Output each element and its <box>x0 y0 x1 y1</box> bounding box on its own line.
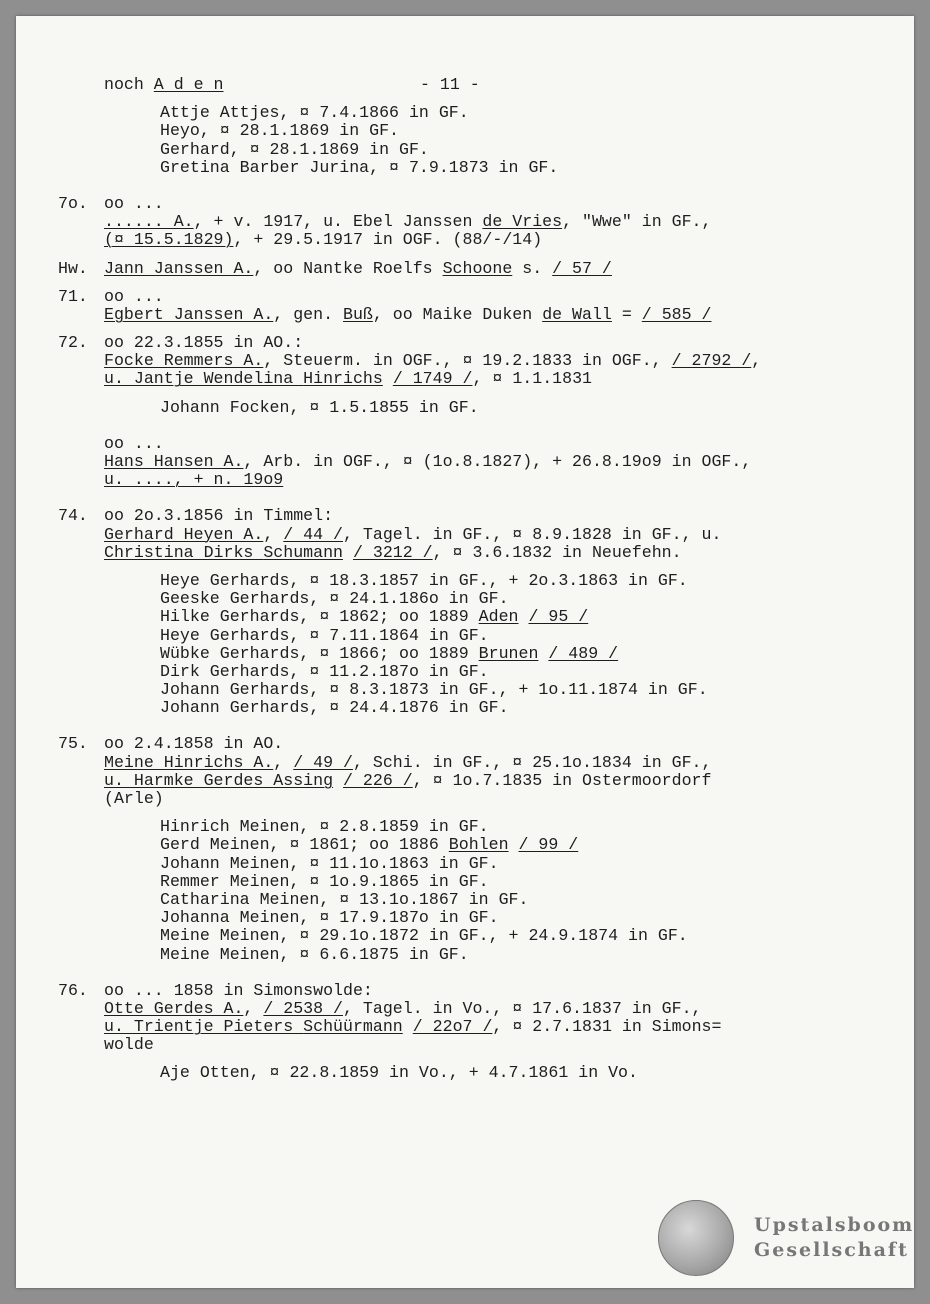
child-line: Meine Meinen, ¤ 6.6.1875 in GF. <box>160 944 469 964</box>
child-line: Heye Gerhards, ¤ 7.11.1864 in GF. <box>160 625 489 645</box>
entry-number <box>58 435 104 490</box>
child-line: Gerhard, ¤ 28.1.1869 in GF. <box>160 139 429 159</box>
upstalsboom-logo <box>658 1200 914 1276</box>
page-number: - 11 - <box>420 75 480 94</box>
page-header <box>58 76 898 94</box>
child-line: Attje Attjes, ¤ 7.4.1866 in GF. <box>160 103 469 123</box>
seal-icon <box>658 1200 734 1276</box>
child-line: Gretina Barber Jurina, ¤ 7.9.1873 in GF. <box>160 157 559 177</box>
logo-line-2: Gesellschaft <box>754 1239 909 1261</box>
child-line: Remmer Meinen, ¤ 1o.9.1865 in GF. <box>160 871 489 891</box>
child-line: Hilke Gerhards, ¤ 1862; oo 1889 Aden / 95 / <box>160 607 589 627</box>
entry-number: 72. <box>58 333 88 353</box>
child-line: Catharina Meinen, ¤ 13.1o.1867 in GF. <box>160 889 529 909</box>
marriage-line: oo 2o.3.1856 in Timmel: <box>104 506 334 526</box>
child-line: Johanna Meinen, ¤ 17.9.187o in GF. <box>160 908 499 928</box>
marriage-line: oo 2.4.1858 in AO. <box>104 734 284 754</box>
marriage-line: oo ... <box>104 286 164 306</box>
child-line: Aje Otten, ¤ 22.8.1859 in Vo., + 4.7.1861 in Vo. <box>160 1063 638 1083</box>
entry-number: 7o. <box>58 193 88 213</box>
entry-75: 75. oo 2.4.1858 in AO. Meine Hinrichs A., / 49 /, Schi. in GF., ¤ 25.1o.1834 in GF., u. Harmke Gerdes Assing / 226 /, ¤ 1o.7.1835 in Ostermoordorf (Arle) Hinrich Meinen, ¤ 2.8.1859 in GF. Gerd Meinen, ¤ 1861; oo 1886 Bohlen / 99 / Johann Meinen, ¤ 11.1o.1863 in GF. Remmer Meinen, ¤ 1o.9.1865 in GF. Catharina Meinen, ¤ 13.1o.1867 in GF. Johanna Meinen, ¤ 17.9.187o in GF. Meine Meinen, ¤ 29.1o.1872 in GF., + 24.9.1874 in GF. Meine Meinen, ¤ 6.6.1875 in GF. <box>58 734 712 964</box>
document-page <box>16 16 914 1288</box>
entry-number: Hw. <box>58 258 88 278</box>
marriage-line: oo 22.3.1855 in AO.: <box>104 333 304 353</box>
entry-71: 71. oo ... Egbert Janssen A., gen. Buß, oo Maike Duken de Wall = / 585 / <box>58 286 712 324</box>
child-line: Wübke Gerhards, ¤ 1866; oo 1889 Brunen / 489 / <box>160 643 619 663</box>
child-line: Dirk Gerhards, ¤ 11.2.187o in GF. <box>160 661 489 681</box>
child-line: Johann Gerhards, ¤ 8.3.1873 in GF., + 1o.11.1874 in GF. <box>160 680 708 700</box>
child-line: Gerd Meinen, ¤ 1861; oo 1886 Bohlen / 99 / <box>160 835 579 855</box>
entry-72: 72. oo 22.3.1855 in AO.: Focke Remmers A., Steuerm. in OGF., ¤ 19.2.1833 in OGF., / 2792 /, u. Jantje Wendelina Hinrichs / 1749 /, ¤ 1.1.1831 Johann Focken, ¤ 1.5.1855 in GF. <box>58 333 762 417</box>
entry-number: 76. <box>58 980 88 1000</box>
entry-74: 74. oo 2o.3.1856 in Timmel: Gerhard Heyen A., / 44 /, Tagel. in GF., ¤ 8.9.1828 in GF., u. Christina Dirks Schumann / 3212 /, ¤ 3.6.1832 in Neuefehn. Heye Gerhards, ¤ 18.3.1857 in GF., + 2o.3.1863 in GF. Geeske Gerhards, ¤ 24.1.186o in GF. Hilke Gerhards, ¤ 1862; oo 1889 Aden / 95 / Heye Gerhards, ¤ 7.11.1864 in GF. Wübke Gerhards, ¤ 1866; oo 1889 Brunen / 489 / Dirk Gerhards, ¤ 11.2.187o in GF. Johann Gerhards, ¤ 8.3.1873 in GF., + 1o.11.1874 in GF. Johann Gerhards, ¤ 24.4.1876 in GF. <box>58 506 722 718</box>
logo-line-1: Upstalsboom <box>754 1214 914 1236</box>
entry-number: 75. <box>58 734 88 754</box>
child-line: Johann Meinen, ¤ 11.1o.1863 in GF. <box>160 853 499 873</box>
child-line: Heyo, ¤ 28.1.1869 in GF. <box>160 121 399 141</box>
genealogy-text <box>58 76 898 1083</box>
marriage-line: oo ... 1858 in Simonswolde: <box>104 980 373 1000</box>
entry-number: 74. <box>58 506 88 526</box>
marriage-line: oo ... <box>104 193 164 213</box>
entry-hw: Hw. Jann Janssen A., oo Nantke Roelfs Schoone s. / 57 / <box>58 258 612 278</box>
child-line: Hinrich Meinen, ¤ 2.8.1859 in GF. <box>160 817 489 837</box>
header-family-name: A d e n <box>153 75 224 94</box>
child-line: Geeske Gerhards, ¤ 24.1.186o in GF. <box>160 589 509 609</box>
child-line: Meine Meinen, ¤ 29.1o.1872 in GF., + 24.9.1874 in GF. <box>160 926 688 946</box>
entry-70: 7o. oo ... ...... A., + v. 1917, u. Ebel Janssen de Vries, "Wwe" in GF., (¤ 15.5.1829), + 29.5.1917 in OGF. (88/-/14) <box>58 193 712 250</box>
child-line: Johann Gerhards, ¤ 24.4.1876 in GF. <box>160 698 509 718</box>
header-noch: noch <box>104 75 154 94</box>
entry-73: oo ... Hans Hansen A., Arb. in OGF., ¤ (1o.8.1827), + 26.8.19o9 in OGF., u. ...., + n. 19o9 <box>58 435 898 490</box>
child-line: Johann Focken, ¤ 1.5.1855 in GF. <box>160 397 479 417</box>
entry-76: 76. oo ... 1858 in Simonswolde: Otte Gerdes A., / 2538 /, Tagel. in Vo., ¤ 17.6.1837 in GF., u. Trientje Pieters Schüürmann / 22o7 /, ¤ 2.7.1831 in Simons= wolde Aje Otten, ¤ 22.8.1859 in Vo., + 4.7.1861 in Vo. <box>58 980 722 1083</box>
entry-number: 71. <box>58 286 88 306</box>
child-line: Heye Gerhards, ¤ 18.3.1857 in GF., + 2o.3.1863 in GF. <box>160 570 688 590</box>
marriage-line: oo ... <box>104 433 164 453</box>
